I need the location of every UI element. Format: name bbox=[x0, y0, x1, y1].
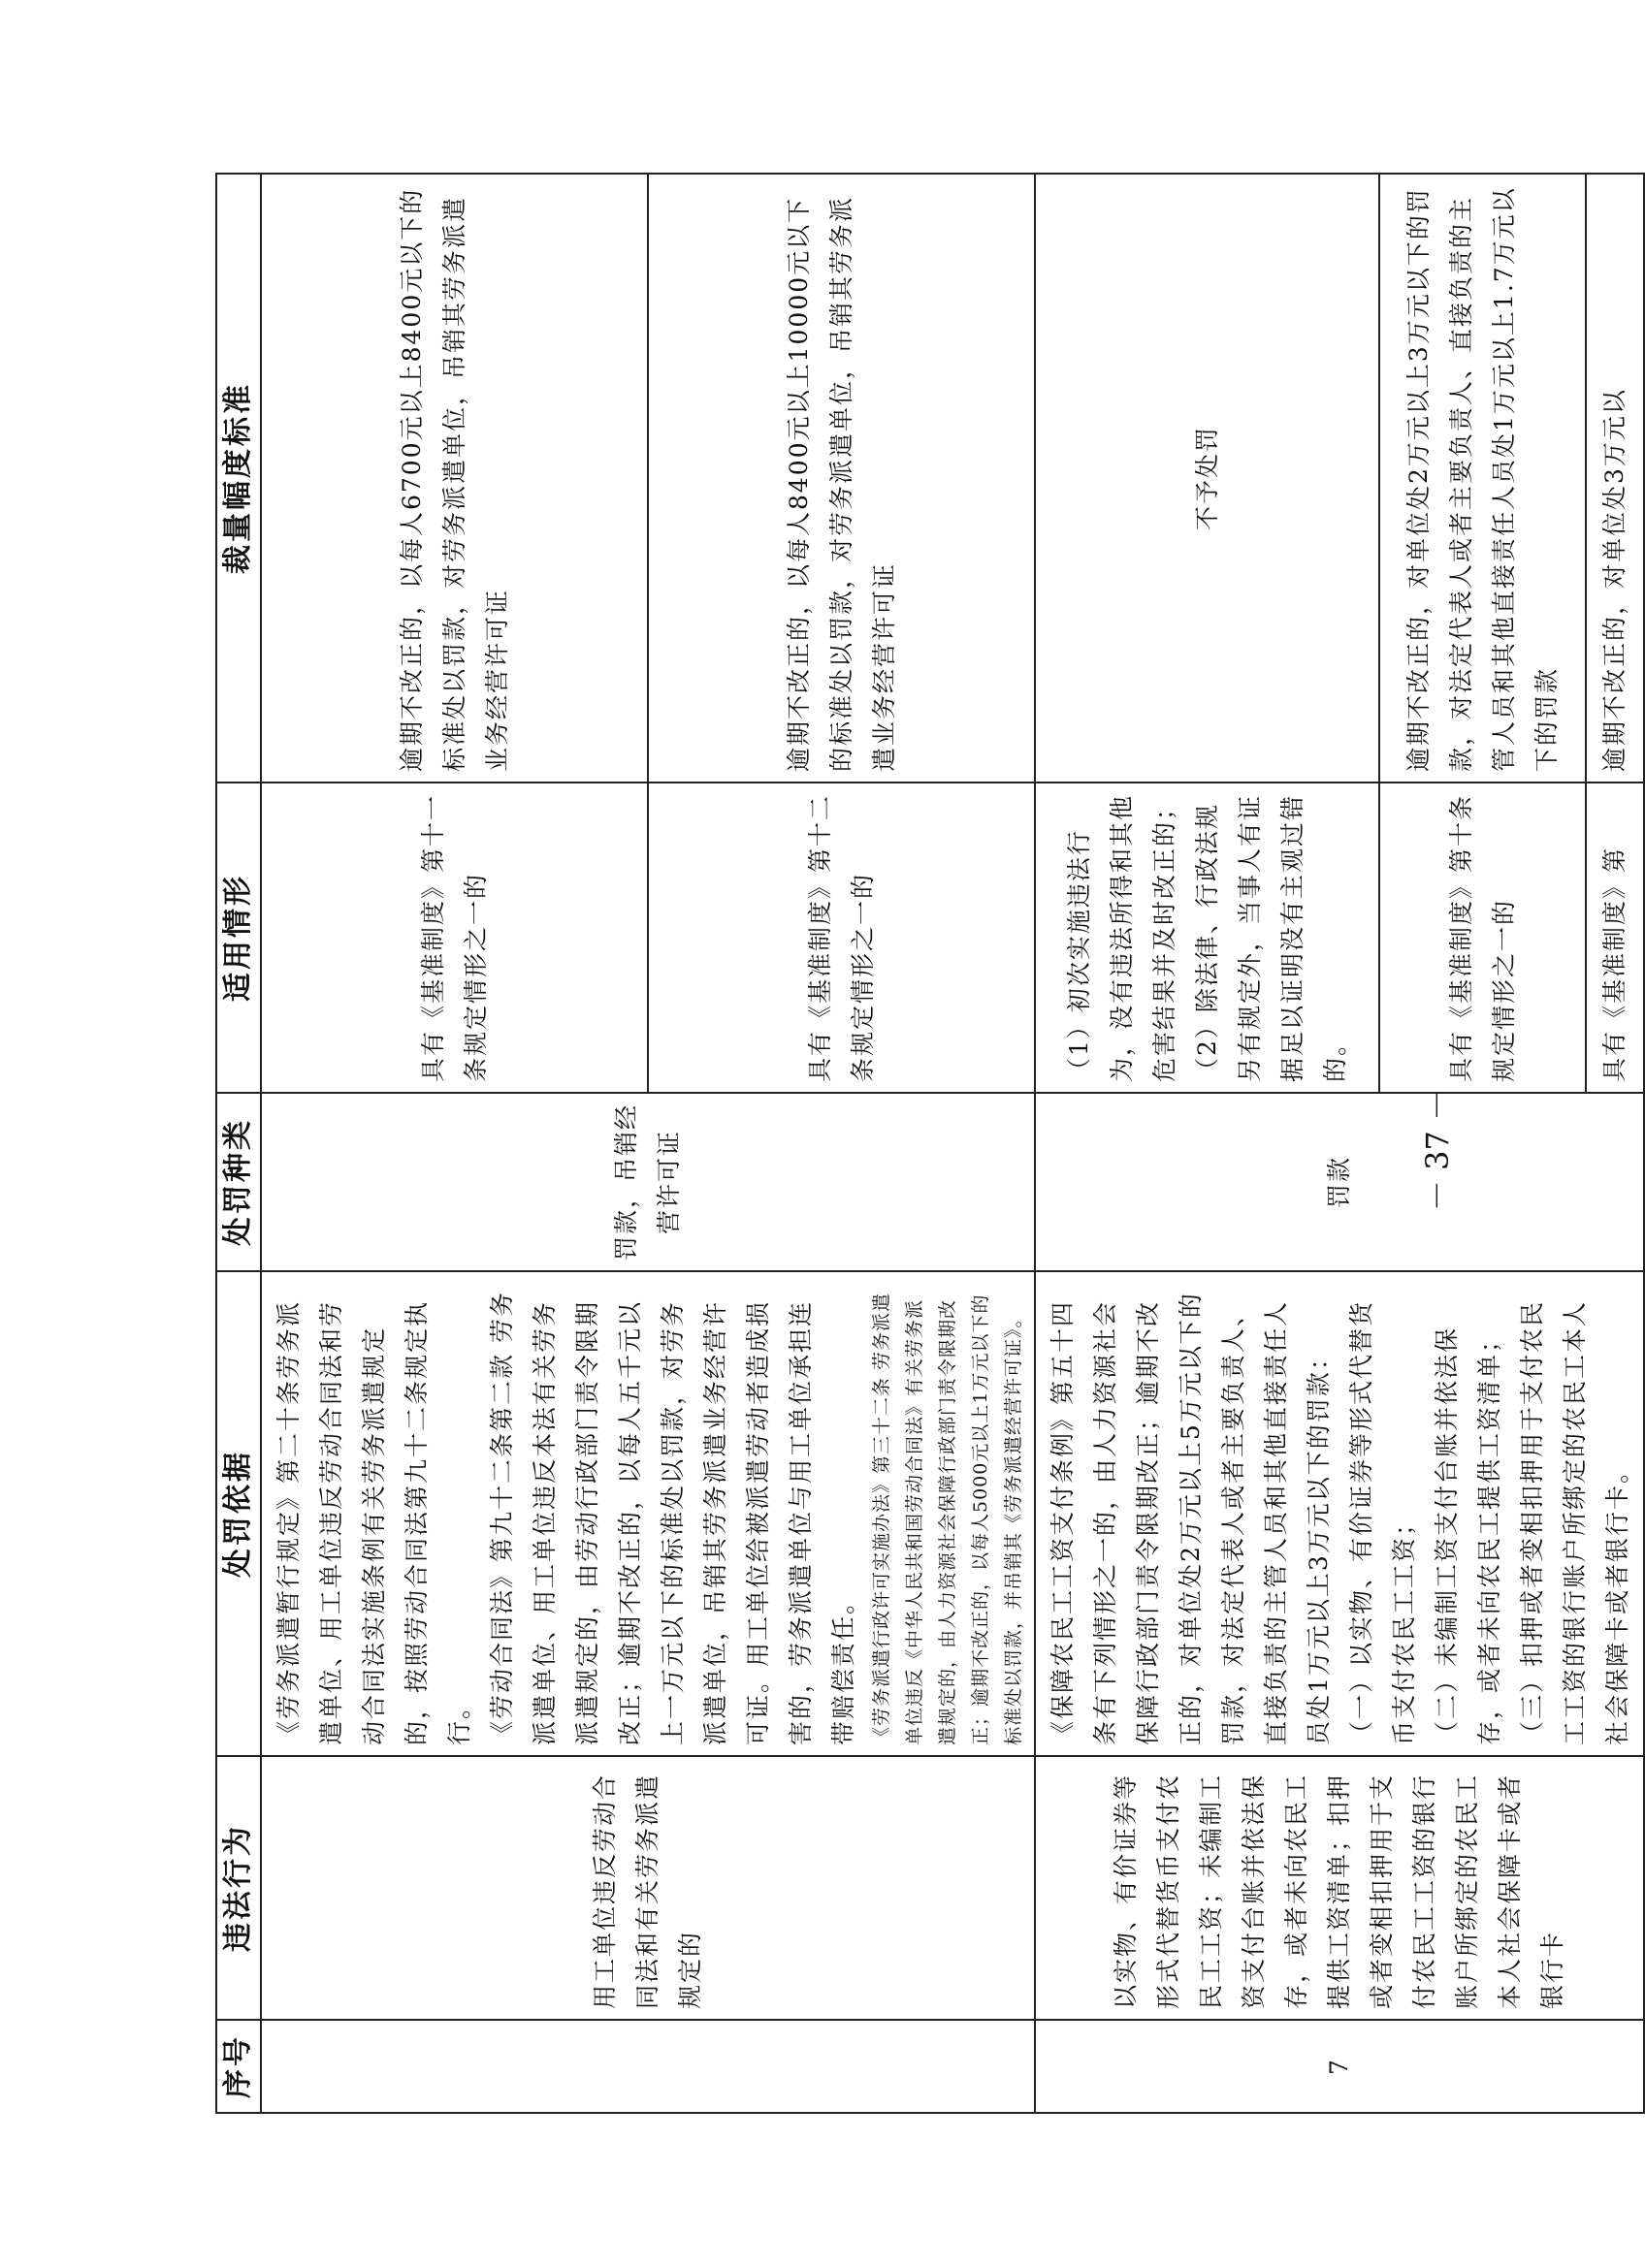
basis-paragraph: 《劳动合同法》第九十二条第二款 劳务派遣单位、用工单位违反本法有关劳务派遣规定的，由劳动行政部门责令限期改正；逾期不改正的，以每人五千元以上一万元以下的标准处以罚款，对劳务派遣单位，吊销其劳务派遣业务经营许可证。用工单位给被派遣劳动者造成损害的，劳务派遣单位与用工单位承担连带赔偿责任。 bbox=[488, 1291, 857, 1745]
situation-cell: 具有《基准制度》第十一条规定情形之一的 bbox=[261, 783, 648, 1093]
standard-cell: 不予处罚 bbox=[1035, 174, 1379, 783]
seq-cell: 7 bbox=[1035, 2020, 1644, 2113]
header-kind: 处罚种类 bbox=[216, 1093, 261, 1271]
basis-paragraph: （一）以实物、有价证券等形式代替货币支付农民工工资； bbox=[1347, 1299, 1418, 1745]
header-situation: 适用情形 bbox=[216, 783, 261, 1093]
basis-paragraph: （二）未编制工资支付台账并依法保存，或者未向农民工提供工资清单； bbox=[1433, 1326, 1503, 1745]
basis-paragraph-small: 《劳务派遣行政许可实施办法》第三十二条 劳务派遣单位违反《中华人民共和国劳动合同法》有关劳务派遣规定的，由人力资源社会保障行政部门责令限期改正；逾期不改正的，以每人5000元以上1万元以下的标准处以罚款，并吊销其《劳务派遣经营许可证》。 bbox=[871, 1292, 1024, 1745]
basis-cell bbox=[1035, 1271, 1644, 1756]
situation-cell: （1）初次实施违法行为，没有违法所得和其他危害结果并及时改正的；（2）除法律、行政法规另有规定外，当事人有证据足以证明没有主观过错的。 bbox=[1035, 783, 1379, 1093]
basis-cell bbox=[261, 1271, 1035, 1756]
situation-cell: 具有《基准制度》第十条规定情形之一的 bbox=[1379, 783, 1585, 1093]
header-seq: 序号 bbox=[216, 2020, 261, 2113]
standard-cell: 逾期不改正的，对单位处2万元以上3万元以下的罚款，对法定代表人或者主要负责人、直接负责的主管人员和其他直接责任人员处1万元以上1.7万元以下的罚款 bbox=[1379, 174, 1585, 783]
seq-cell bbox=[261, 2020, 1035, 2113]
kind-cell: 罚款 bbox=[1035, 1093, 1644, 1271]
basis-paragraph: （三）扣押或者变相扣押用于支付农民工工资的银行账户所绑定的农民工本人社会保障卡或者银行卡。 bbox=[1518, 1299, 1631, 1745]
act-cell: 用工单位违反劳动合同法和有关劳务派遣规定的 bbox=[261, 1756, 1035, 2020]
header-act: 违法行为 bbox=[216, 1756, 261, 2020]
basis-paragraph: 《劳务派遣暂行规定》第二十条劳务派遣单位、用工单位违反劳动合同法和劳动合同法实施条例有关劳务派遣规定的，按照劳动合同法第九十二条规定执行。 bbox=[274, 1299, 473, 1745]
situation-cell: 具有《基准制度》第 bbox=[1586, 783, 1644, 1093]
header-standard: 裁量幅度标准 bbox=[216, 174, 261, 783]
table-row bbox=[261, 174, 648, 2113]
standard-cell: 逾期不改正的，对单位处3万元以 bbox=[1586, 174, 1644, 783]
header-basis: 处罚依据 bbox=[216, 1271, 261, 1756]
header-row bbox=[216, 174, 261, 2113]
act-cell: 以实物、有价证券等形式代替货币支付农民工工资；未编制工资支付台账并依法保存，或者未向农民工提供工资清单；扣押或者变相扣押用于支付农民工工资的银行账户所绑定的农民工本人社会保障卡或者银行卡 bbox=[1035, 1756, 1644, 2020]
page-number: － 37 － bbox=[1419, 1089, 1456, 1211]
standard-cell: 逾期不改正的，以每人6700元以上8400元以下的标准处以罚款，对劳务派遣单位，吊销其劳务派遣业务经营许可证 bbox=[261, 174, 648, 783]
basis-paragraph: 《保障农民工工资支付条例》第五十四条有下列情形之一的，由人力资源社会保障行政部门责令限期改正；逾期不改正的，对单位处2万元以上5万元以下的罚款，对法定代表人或者主要负责人、直接负责的主管人员和其他直接责任人员处1万元以上3万元以下的罚款： bbox=[1048, 1292, 1333, 1745]
kind-cell: 罚款，吊销经营许可证 bbox=[261, 1093, 1035, 1271]
table-row bbox=[1035, 174, 1379, 2113]
situation-cell: 具有《基准制度》第十二条规定情形之一的 bbox=[648, 783, 1035, 1093]
standard-cell: 逾期不改正的，以每人8400元以上10000元以下的标准处以罚款，对劳务派遣单位，吊销其劳务派遣业务经营许可证 bbox=[648, 174, 1035, 783]
